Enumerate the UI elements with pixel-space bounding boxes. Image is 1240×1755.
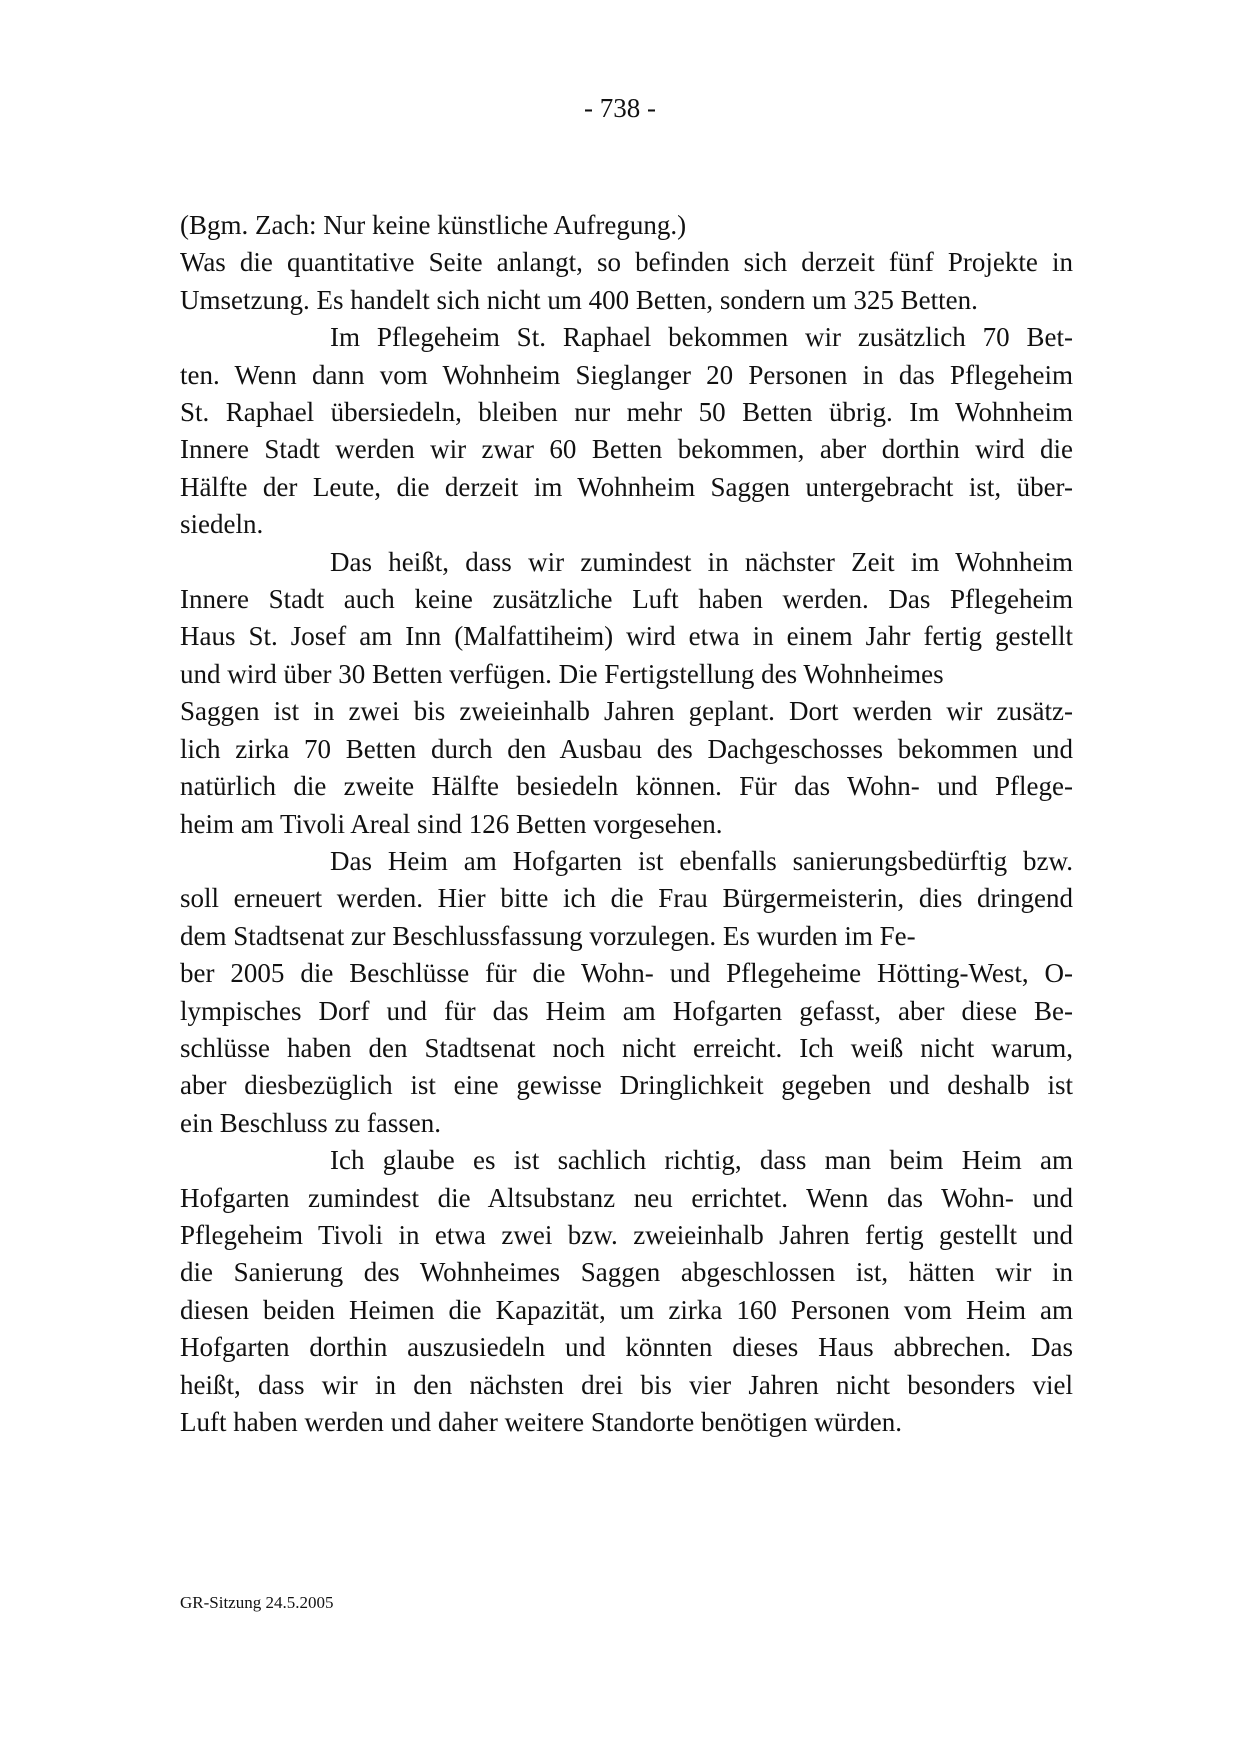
text-line: aber diesbezüglich ist eine gewisse Dringlichkeit gegeben und deshalb ist bbox=[180, 1070, 1073, 1101]
text-line: Was die quantitative Seite anlangt, so befinden sich derzeit fünf Projekte in bbox=[180, 247, 1073, 278]
text-line: lich zirka 70 Betten durch den Ausbau des Dachgeschosses bekommen und bbox=[180, 733, 1073, 764]
text-line: Im Pflegeheim St. Raphael bekommen wir zusätzlich 70 Bet- bbox=[330, 322, 1073, 353]
text-line: Ich glaube es ist sachlich richtig, dass man beim Heim am bbox=[330, 1145, 1073, 1176]
text-line: Innere Stadt werden wir zwar 60 Betten bekommen, aber dorthin wird die bbox=[180, 434, 1073, 465]
text-line: Hofgarten zumindest die Altsubstanz neu errichtet. Wenn das Wohn- und bbox=[180, 1182, 1073, 1213]
text-line: Das Heim am Hofgarten ist ebenfalls sanierungsbedürftig bzw. bbox=[330, 845, 1073, 876]
text-line: dem Stadtsenat zur Beschlussfassung vorzulegen. Es wurden im Fe- bbox=[180, 920, 916, 951]
text-line: heim am Tivoli Areal sind 126 Betten vorgesehen. bbox=[180, 808, 723, 839]
text-line: (Bgm. Zach: Nur keine künstliche Aufregung.) bbox=[180, 210, 687, 240]
page-number: - 738 - bbox=[584, 93, 656, 123]
text-line: heißt, dass wir in den nächsten drei bis vier Jahren nicht besonders viel bbox=[180, 1369, 1073, 1400]
text-line: ber 2005 die Beschlüsse für die Wohn- und Pflegeheime Hötting-West, O- bbox=[180, 958, 1073, 989]
text-line: ten. Wenn dann vom Wohnheim Sieglanger 20 Personen in das Pflegeheim bbox=[180, 359, 1073, 390]
text-line: die Sanierung des Wohnheimes Saggen abgeschlossen ist, hätten wir in bbox=[180, 1257, 1073, 1288]
footer-session-date: GR-Sitzung 24.5.2005 bbox=[180, 1593, 334, 1612]
text-line: lympisches Dorf und für das Heim am Hofgarten gefasst, aber diese Be- bbox=[180, 995, 1073, 1026]
text-line: natürlich die zweite Hälfte besiedeln können. Für das Wohn- und Pflege- bbox=[180, 771, 1073, 802]
text-line: Umsetzung. Es handelt sich nicht um 400 Betten, sondern um 325 Betten. bbox=[180, 284, 978, 315]
text-line: St. Raphael übersiedeln, bleiben nur mehr 50 Betten übrig. Im Wohnheim bbox=[180, 397, 1073, 428]
text-line: schlüsse haben den Stadtsenat noch nicht erreicht. Ich weiß nicht warum, bbox=[180, 1032, 1073, 1063]
text-line: siedeln. bbox=[180, 509, 264, 540]
text-line: Innere Stadt auch keine zusätzliche Luft haben werden. Das Pflegeheim bbox=[180, 584, 1073, 615]
text-line: Pflegeheim Tivoli in etwa zwei bzw. zweieinhalb Jahren fertig gestellt und bbox=[180, 1219, 1073, 1250]
text-line: Haus St. Josef am Inn (Malfattiheim) wird etwa in einem Jahr fertig gestellt bbox=[180, 621, 1073, 652]
document-body bbox=[180, 207, 1073, 1441]
text-line: ein Beschluss zu fassen. bbox=[180, 1107, 441, 1138]
text-line: Hälfte der Leute, die derzeit im Wohnheim Saggen untergebracht ist, über- bbox=[180, 471, 1073, 502]
text-line: Hofgarten dorthin auszusiedeln und könnten dieses Haus abbrechen. Das bbox=[180, 1332, 1073, 1363]
text-line: Das heißt, dass wir zumindest in nächster Zeit im Wohnheim bbox=[330, 546, 1073, 577]
text-line: Luft haben werden und daher weitere Standorte benötigen würden. bbox=[180, 1407, 902, 1437]
text-line: Saggen ist in zwei bis zweieinhalb Jahren geplant. Dort werden wir zusätz- bbox=[180, 696, 1073, 727]
text-line: diesen beiden Heimen die Kapazität, um zirka 160 Personen vom Heim am bbox=[180, 1294, 1073, 1325]
text-line: und wird über 30 Betten verfügen. Die Fertigstellung des Wohnheimes bbox=[180, 658, 944, 689]
text-line: soll erneuert werden. Hier bitte ich die Frau Bürgermeisterin, dies dringend bbox=[180, 883, 1073, 914]
